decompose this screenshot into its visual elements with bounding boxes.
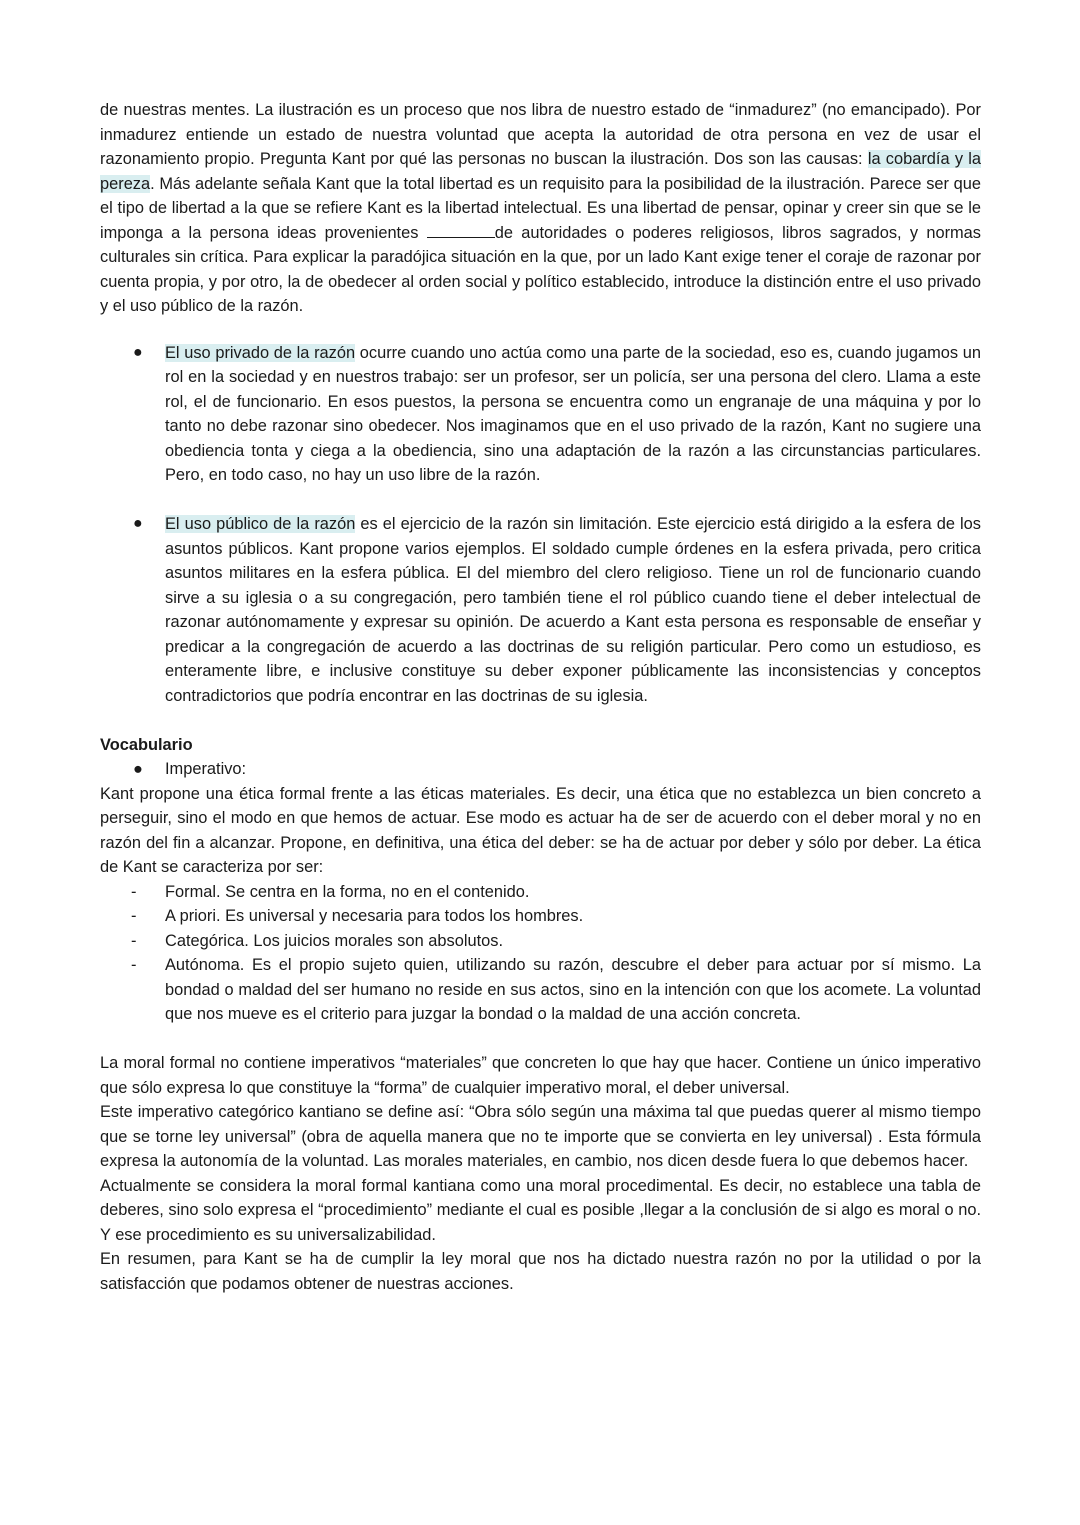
spacer [100,1027,981,1052]
private-use-body: ocurre cuando uno actúa como una parte de la sociedad, eso es, cuando jugamos un rol en la sociedad y en nuestros trabajo: ser un profesor, ser un policía, ser una persona del clero. Llama a este rol, el de funcionario. En esos puestos, la persona se encuentra como un engranaje de una máquina y por lo tanto no debe razonar sino obedecer. Nos imaginamos que en el uso privado de la razón, Kant no sugiere una obediencia tonta y ciega a la obediencia, sino una adaptación de la razón a las circunstancias particulares. Pero, en todo caso, no hay un uso libre de la razón. [165,343,981,484]
highlight-causes: la cobardía y la pereza [100,150,981,193]
dash-marker: - [131,882,137,901]
list-item [100,880,981,905]
intro-text-a: de nuestras mentes. La ilustración es un proceso que nos libra de nuestro estado de “inmadurez” (no emancipado). Por inmadurez entiende un estado de nuestra voluntad que acepta la autoridad de otra persona en vez de usar el razonamiento propio. Pregunta Kant por qué las personas no buscan la ilustración. Dos son las causas: [100,101,981,168]
dash-marker: - [131,931,137,950]
categorical-imperative-paragraph: Este imperativo categórico kantiano se define así: “Obra sólo según una máxima tal que puedas querer al mismo tiempo que se torne ley universal” (obra de aquella manera que no te importe que se convierta en ley universal) . Esta fórmula expresa la autonomía de la voluntad. Las morales materiales, en cambio, nos dicen desde fuera lo que debemos hacer. [100,1103,981,1170]
list-item [100,953,981,1027]
vocab-term: Imperativo: [165,760,247,778]
trait-text: Categórica. Los juicios morales son absolutos. [165,931,504,950]
vocab-term-item [100,757,981,782]
vocabulary-heading: Vocabulario [100,735,193,754]
intro-paragraph [100,98,981,319]
document-body [100,98,981,1296]
list-item [100,904,981,929]
highlight-public-use: El uso público de la razón [165,515,356,533]
dash-marker: - [131,956,137,974]
formal-moral-paragraph: La moral formal no contiene imperativos “materiales” que concreten lo que hay que hacer. Contiene un único imperativo que sólo expresa lo que constituye la “forma” de cualquier imperativo moral, el deber universal. [100,1054,981,1097]
summary-paragraph: En resumen, para Kant se ha de cumplir la ley moral que nos ha dictado nuestra razón no por la utilidad o por la satisfacción que podamos obtener de nuestras acciones. [100,1250,981,1293]
ethics-traits-list [100,880,981,1027]
highlight-private-use: El uso privado de la razón [165,343,356,362]
public-use-body: es el ejercicio de la razón sin limitación. Este ejercicio está dirigido a la esfera de los asuntos públicos. Kant propone varios ejemplos. El soldado cumple órdenes en la esfera privada, pero critica asuntos militares en la esfera pública. El del miembro del clero religioso. Tiene un rol de funcionario cuando sirve a su iglesia o a su congregación, pero también tiene el rol público cuando tiene el deber intelectual de razonar autónomamente y expresar su opinión. De acuerdo a Kant esta persona es responsable de enseñar y predicar a la congregación de acuerdo a las doctrinas de su religión particular. Pero como un estudioso, es enteramente libre, e inclusive constituye su deber exponer públicamente las inconsistencias y conceptos contradictorios que podría encontrar en las doctrinas de su iglesia. [165,515,981,705]
bullet-icon: ● [133,760,143,778]
intro-text-b: . Más adelante señala Kant que la total libertad es un requisito para la posibilidad de la ilustración. Parece ser que el tipo de libertad a la que se refiere Kant es la libertad intelectual. Es una libertad de pensar, opinar y creer sin que se le imponga a la persona ideas provenientes [100,174,981,242]
bullet-icon: ● [133,515,143,532]
trait-text: A priori. Es universal y necesaria para todos los hombres. [165,907,584,925]
list-item-public-use [100,512,981,708]
public-use-text [165,512,981,708]
reason-uses-list [100,341,981,709]
trait-text: Formal. Se centra en la forma, no en el contenido. [165,882,530,901]
vocab-intro-paragraph: Kant propone una ética formal frente a las éticas materiales. Es decir, una ética que no establezca un bien concreto a perseguir, sino el modo en que hemos de actuar. Ese modo es actuar ha de ser de acuerdo con el deber moral y no en razón del fin a alcanzar. Propone, en definitiva, una ética del deber: se ha de actuar por deber y sólo por deber. La ética de Kant se caracteriza por ser: [100,784,981,876]
procedural-moral-paragraph: Actualmente se considera la moral formal kantiana como una moral procedimental. Es decir, no establece una tabla de deberes, sino solo expresa el “procedimiento” mediante el cual es posible ,llegar a la conclusión de si algo es moral o no. Y ese procedimiento es su universalizabilidad. [100,1176,981,1244]
list-item-private-use [100,341,981,488]
bullet-icon: ● [133,343,143,361]
list-item [100,929,981,954]
dash-marker: - [131,907,137,925]
intro-text-c: de autoridades o poderes religiosos, libros sagrados, y normas culturales sin crítica. Para explicar la paradójica situación en la que, por un lado Kant exige tener el coraje de razonar por cuenta propia, y por otro, la de obedecer al orden social y político establecido, introduce la distinción entre el uso privado y el uso público de la razón. [100,223,981,315]
private-use-text [165,341,981,488]
blank-line [427,222,495,238]
trait-text: Autónoma. Es el propio sujeto quien, utilizando su razón, descubre el deber para actuar por sí mismo. La bondad o maldad del ser humano no reside en sus actos, sino en la intención con que los acomete. La voluntad que nos mueve es el criterio para juzgar la bondad o la maldad de una acción concreta. [165,956,981,1023]
